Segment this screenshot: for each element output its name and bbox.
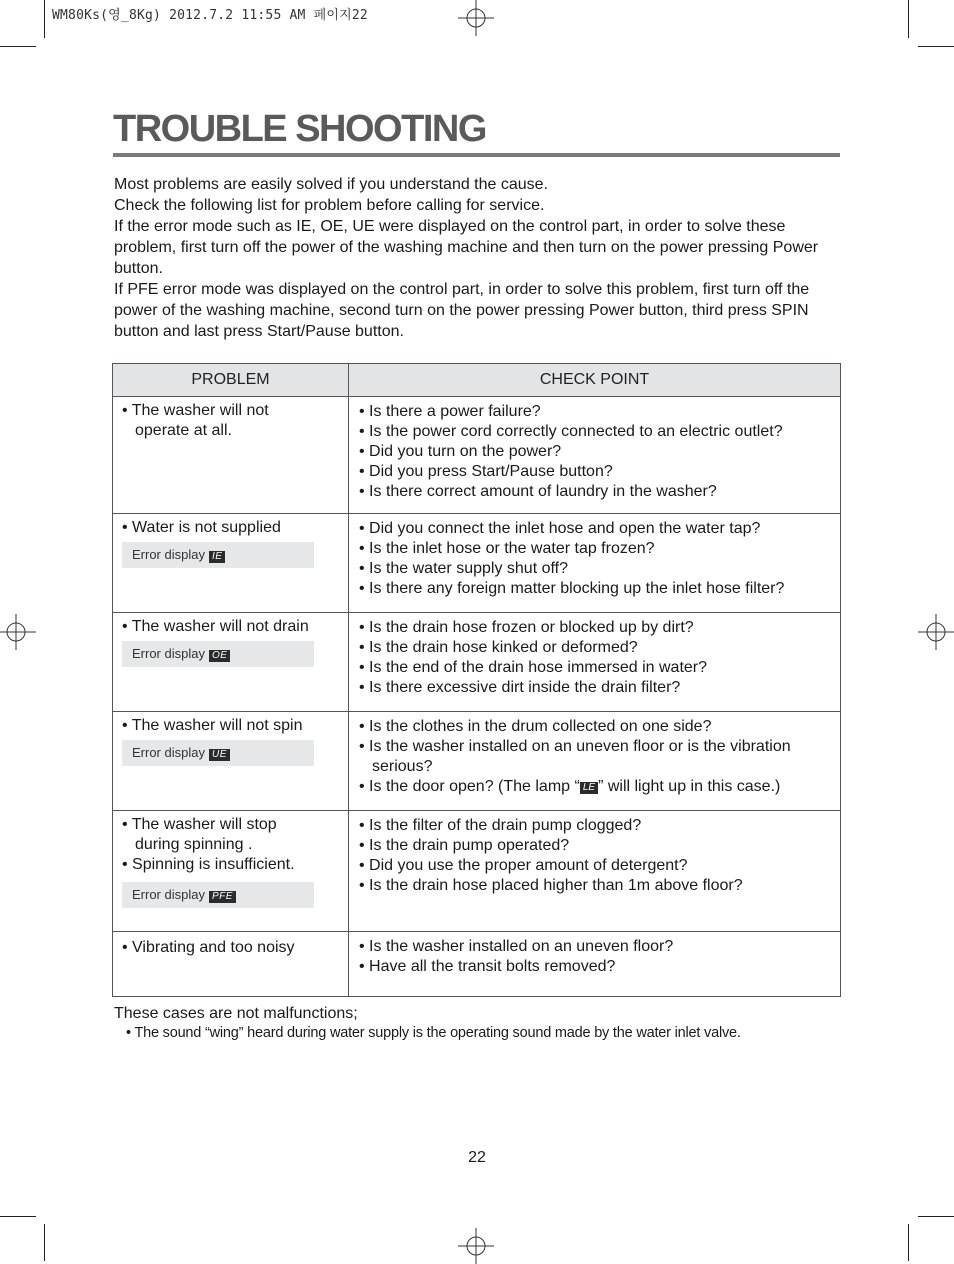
check-item: • Is the drain hose placed higher than 1m above floor?	[359, 877, 743, 894]
crop-mark	[44, 0, 45, 38]
error-code-badge: IE	[209, 551, 225, 563]
print-header: WM80Ks(영_8Kg) 2012.7.2 11:55 AM 페이지22	[52, 8, 368, 23]
check-item: • Is the water supply shut off?	[359, 560, 568, 577]
problem-text: • Vibrating and too noisy	[122, 939, 295, 956]
check-item: • Is the drain hose frozen or blocked up by dirt?	[359, 619, 694, 636]
intro-paragraph: Check the following list for problem before calling for service.	[114, 197, 545, 214]
crop-mark	[0, 46, 36, 47]
registration-mark-icon	[458, 0, 494, 36]
error-display-box	[122, 542, 314, 568]
crop-mark	[0, 1216, 36, 1217]
check-item: • Have all the transit bolts removed?	[359, 958, 616, 975]
error-display-box	[122, 882, 314, 908]
error-display-label: Error display	[132, 646, 205, 661]
error-display-label: Error display	[132, 745, 205, 760]
table-row	[113, 811, 841, 932]
problem-cell	[113, 932, 349, 997]
check-item: • Is there excessive dirt inside the drain filter?	[359, 679, 681, 696]
checkpoint-cell	[349, 613, 841, 712]
notes-heading: These cases are not malfunctions;	[114, 1005, 358, 1022]
intro-paragraph: Most problems are easily solved if you understand the cause.	[114, 176, 549, 193]
problem-text: • The washer will not	[122, 402, 269, 419]
check-item: • Is the washer installed on an uneven floor or is the vibration	[359, 738, 791, 755]
error-code-badge: OE	[209, 650, 230, 662]
problem-text: operate at all.	[135, 422, 232, 439]
page-number: 22	[468, 1149, 486, 1166]
problem-cell	[113, 397, 349, 514]
checkpoint-cell	[349, 397, 841, 514]
check-item: • Is the power cord correctly connected to an electric outlet?	[359, 423, 783, 440]
intro-paragraph: If the error mode such as IE, OE, UE were displayed on the control part, in order to solve these problem, first turn off the power of the washing machine and then turn on the power pressing Power button.	[114, 218, 819, 277]
checkpoint-cell	[349, 932, 841, 997]
check-item	[359, 777, 832, 797]
error-display-box	[122, 641, 314, 667]
error-code-badge: UE	[209, 749, 230, 761]
check-item: serious?	[372, 758, 433, 775]
table-row	[113, 932, 841, 997]
checkpoint-cell	[349, 712, 841, 811]
registration-mark-icon	[458, 1228, 494, 1264]
check-item: • Is there a power failure?	[359, 403, 541, 420]
check-item: • Did you press Start/Pause button?	[359, 463, 613, 480]
check-item: • Did you use the proper amount of detergent?	[359, 857, 688, 874]
error-code-badge: PFE	[209, 891, 236, 903]
lamp-code-badge: LE	[580, 782, 598, 794]
checkpoint-cell	[349, 514, 841, 613]
troubleshooting-table	[112, 363, 841, 997]
checkpoint-header: CHECK POINT	[349, 364, 841, 397]
problem-text: during spinning .	[135, 836, 253, 853]
check-item: • Is there correct amount of laundry in the washer?	[359, 483, 717, 500]
check-item: • Is the filter of the drain pump clogged?	[359, 817, 642, 834]
check-item: • Is the inlet hose or the water tap frozen?	[359, 540, 655, 557]
lamp-line-before: • Is the door open? (The lamp “	[359, 778, 580, 795]
intro-paragraph: If PFE error mode was displayed on the control part, in order to solve this problem, first turn off the power of the washing machine, second turn on the power pressing Power button, third press SPIN button and last press Start/Pause button.	[114, 281, 810, 340]
check-item: • Did you connect the inlet hose and open the water tap?	[359, 520, 761, 537]
intro-text	[114, 174, 844, 342]
registration-mark-icon	[918, 614, 954, 650]
crop-mark	[908, 0, 909, 38]
check-item: • Is the drain pump operated?	[359, 837, 570, 854]
table-row	[113, 613, 841, 712]
problem-cell	[113, 514, 349, 613]
check-item: • Is the clothes in the drum collected on one side?	[359, 718, 712, 735]
problem-text: • Spinning is insufficient.	[122, 856, 295, 873]
problem-cell	[113, 811, 349, 932]
problem-cell	[113, 613, 349, 712]
problem-text: • The washer will stop	[122, 816, 277, 833]
crop-mark	[44, 1224, 45, 1261]
notes-section	[114, 1005, 741, 1041]
table-row	[113, 712, 841, 811]
problem-cell	[113, 712, 349, 811]
table-row	[113, 397, 841, 514]
problem-text: • The washer will not drain	[122, 618, 309, 635]
error-display-label: Error display	[132, 887, 205, 902]
registration-mark-icon	[0, 614, 36, 650]
lamp-line-after: ” will light up in this case.)	[598, 778, 781, 795]
check-item: • Did you turn on the power?	[359, 443, 562, 460]
error-display-label: Error display	[132, 547, 205, 562]
title-rule	[113, 153, 840, 157]
check-item: • Is there any foreign matter blocking up the inlet hose filter?	[359, 580, 785, 597]
check-item: • Is the end of the drain hose immersed in water?	[359, 659, 708, 676]
checkpoint-cell	[349, 811, 841, 932]
problem-text: • Water is not supplied	[122, 519, 281, 536]
notes-item: • The sound “wing” heard during water supply is the operating sound made by the water inlet valve.	[126, 1025, 741, 1041]
problem-header: PROBLEM	[113, 364, 349, 397]
check-item: • Is the drain hose kinked or deformed?	[359, 639, 638, 656]
table-row	[113, 514, 841, 613]
page-title: TROUBLE SHOOTING	[113, 108, 486, 150]
crop-mark	[918, 46, 954, 47]
error-display-box	[122, 740, 314, 766]
crop-mark	[908, 1224, 909, 1261]
problem-text: • The washer will not spin	[122, 717, 303, 734]
crop-mark	[918, 1216, 954, 1217]
check-item: • Is the washer installed on an uneven floor?	[359, 938, 674, 955]
